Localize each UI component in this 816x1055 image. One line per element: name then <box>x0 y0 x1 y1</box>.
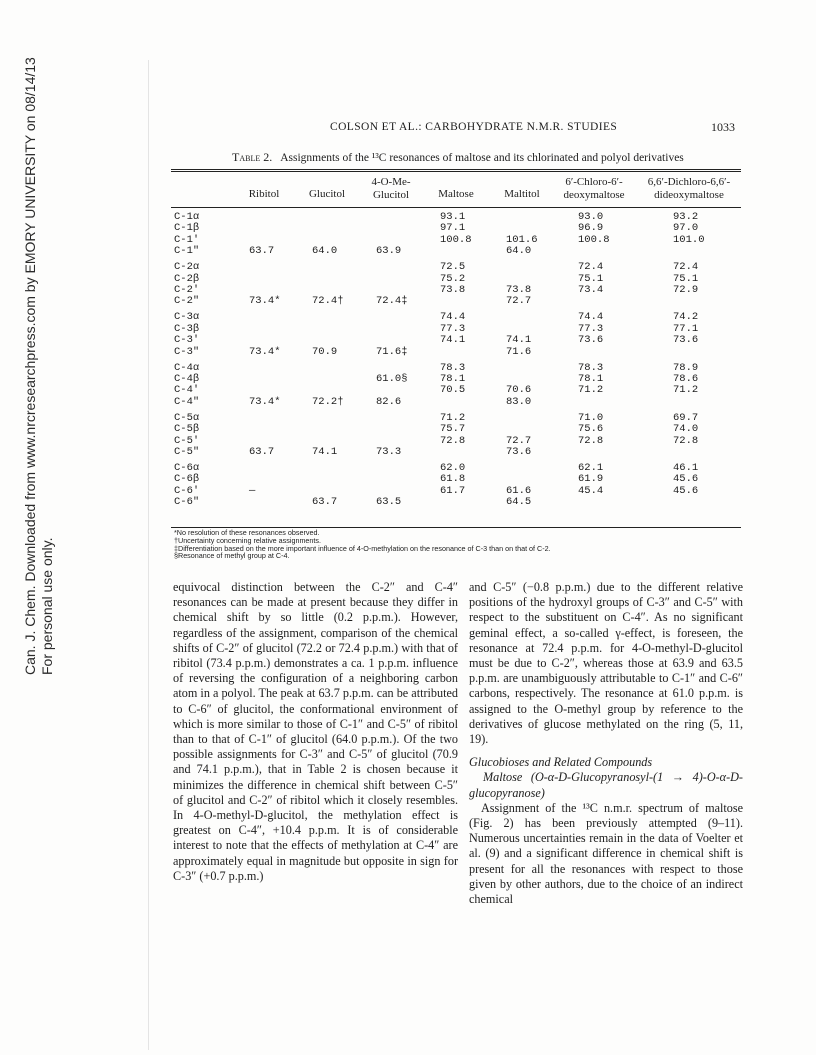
right-column <box>469 580 743 907</box>
table-cell: 72.7 <box>506 434 532 447</box>
row-label: C-3″ <box>174 345 200 358</box>
left-column <box>173 580 458 884</box>
table-cell: 71.2 <box>578 384 604 397</box>
row-label: C-3′ <box>174 334 200 347</box>
table-cell: 61.6 <box>506 484 532 497</box>
table-cell: 72.8 <box>440 434 466 447</box>
table-cell: 64.0 <box>506 245 532 258</box>
column-header: Maltitol <box>504 188 540 200</box>
row-label: C-4α <box>174 361 200 374</box>
column-header: Maltose <box>438 188 474 200</box>
footnote: *No resolution of these resonances observed. <box>174 528 320 537</box>
table-cell: 63.7 <box>249 245 275 258</box>
table-cell: 73.6 <box>673 334 699 347</box>
table-cell: 72.2† <box>312 395 344 408</box>
table-cell: 78.6 <box>673 373 699 385</box>
table-cell: 73.6 <box>506 446 532 458</box>
table-cell: 72.7 <box>506 295 532 308</box>
table-cell: 74.2 <box>673 311 699 324</box>
table-cell: 77.3 <box>578 322 604 335</box>
table-cell: 45.4 <box>578 484 604 497</box>
column-header: Ribitol <box>248 188 280 200</box>
table-cell: 74.0 <box>673 423 699 436</box>
table-cell: 63.5 <box>376 496 402 509</box>
footnote: ‡Differentiation based on the more important influence of 4-O-methylation on the resonance of C-3 than on that of C-2. <box>174 543 551 553</box>
column-header: 6,6′-Dichloro-6,6′- dideoxymaltose <box>647 176 731 201</box>
table-cell: — <box>249 484 256 497</box>
download-watermark <box>2 57 55 685</box>
table-top-rule-2 <box>171 171 741 172</box>
table-cell: 71.6 <box>506 345 532 358</box>
table-cell: 61.9 <box>578 473 604 486</box>
section-heading: Glucobioses and Related Compounds <box>469 755 653 770</box>
table-cell: 72.9 <box>673 284 699 296</box>
table-caption-text: Assignments of the ¹³C resonances of maltose and its chlorinated and polyol derivatives <box>280 152 684 164</box>
subsection-heading: Maltose (O-α-D-Glucopyranosyl-(1 → 4)-O-α-D-glucopyranose) <box>469 770 743 800</box>
column-header: Glucitol <box>308 188 346 200</box>
row-label: C-2′ <box>174 284 200 296</box>
table-cell: 72.4 <box>578 261 604 274</box>
table-cell: 75.1 <box>673 272 699 285</box>
table-cell: 62.0 <box>440 462 466 474</box>
table-cell: 101.0 <box>673 233 705 246</box>
table-cell: 63.9 <box>376 245 402 258</box>
table-cell: 72.4† <box>312 295 344 308</box>
table-top-rule <box>171 169 741 170</box>
row-label: C-1′ <box>174 233 200 246</box>
row-label: C-3α <box>174 311 200 324</box>
row-label: C-2″ <box>174 295 200 308</box>
table-cell: 83.0 <box>506 395 532 408</box>
page-number: 1033 <box>711 120 735 134</box>
table-cell: 74.1 <box>312 446 338 458</box>
table-cell: 93.2 <box>673 211 699 223</box>
row-label: C-4″ <box>174 395 200 408</box>
table-cell: 73.4* <box>249 295 281 308</box>
table-cell: 75.6 <box>578 423 604 436</box>
column-header: 6′-Chloro-6′- deoxymaltose <box>563 176 625 201</box>
table-cell: 93.0 <box>578 211 604 223</box>
row-label: C-5″ <box>174 446 200 458</box>
row-label: C-6′ <box>174 484 200 497</box>
download-notice-line1: Can. J. Chem. Downloaded from www.nrcresearchpress.com by EMORY UNIVERSITY on 08/14/13 <box>22 57 38 675</box>
row-label: C-6″ <box>174 496 200 509</box>
table-cell: 62.1 <box>578 462 604 474</box>
table-cell: 73.3 <box>376 446 402 458</box>
table-cell: 96.9 <box>578 222 604 235</box>
table-cell: 73.8 <box>440 284 466 296</box>
table-cell: 77.1 <box>673 322 699 335</box>
body-paragraph: and C-5″ (−0.8 p.p.m.) due to the different relative positions of the hydroxyl groups of C-3″ and C-5″ with respect to the substituent on C-4″. As no significant geminal effect, a so-called γ-effect, is foreseen, the resonance at 72.4 p.p.m. for 4-O-methyl-D-glucitol must be due to C-2″, whereas those at 63.9 and 63.5 p.p.m. are unambiguously attributable to C-1″ and C-6″ carbons, respectively. The resonance at 61.0 p.p.m. is assigned to the O-methyl group by reference to the derivatives of glucose methylated on the ring (5, 11, 19). <box>469 580 743 747</box>
table-cell: 72.4 <box>673 261 699 274</box>
download-notice <box>22 57 56 675</box>
column-header: 4-O-Me- Glucitol <box>371 176 411 201</box>
row-label: C-5β <box>174 423 200 436</box>
table-cell: 63.7 <box>312 496 338 509</box>
table-cell: 70.6 <box>506 384 532 397</box>
table-cell: 74.1 <box>440 334 466 347</box>
table-cell: 97.0 <box>673 222 699 235</box>
row-label: C-2β <box>174 272 200 285</box>
table-caption <box>232 150 684 165</box>
body-paragraph: equivocal distinction between the C-2″ and C-4″ resonances can be made at present because they differ in chemical shift by so little (0.2 p.p.m.). However, regardless of the assignment, comparison of the chemical shifts of C-2″ of glucitol (72.2 or 72.4 p.p.m.) with that of ribitol (73.4 p.p.m.) demonstrates a ca. 1 p.p.m. influence of reversing the configuration of a neighboring carbon atom in a polyol. The peak at 63.7 p.p.m. can be attributed to C-6″ of glucitol, the conformational environment of which is more similar to those of C-1″ and C-5″ of ribitol than to that of C-1″ of glucitol (64.0 p.p.m.). Of the two possible assignments for C-3″ and C-5″ of glucitol (70.9 and 74.1 p.p.m.), that in Table 2 is chosen because it minimizes the difference in chemical shift between C-5″ of glucitol and C-2″ of ribitol which it closely resembles. In 4-O-methyl-D-glucitol, the methylation effect is greatest on C-4″, +10.4 p.p.m. It is of considerable interest to note that the effects of methylation at C-4″ are approximately equal in magnitude but opposite in sign for C-3″ (+0.7 p.p.m.) <box>173 580 458 883</box>
table-cell: 78.1 <box>440 373 466 385</box>
table-cell: 101.6 <box>506 233 538 246</box>
row-label: C-6β <box>174 473 200 486</box>
table-cell: 100.8 <box>440 233 472 246</box>
table-cell: 73.4* <box>249 345 281 358</box>
table-cell: 45.6 <box>673 473 699 486</box>
row-label: C-1β <box>174 222 200 235</box>
row-label: C-4β <box>174 373 200 385</box>
table-cell: 100.8 <box>578 233 610 246</box>
table-cell: 71.2 <box>440 411 466 424</box>
table-cell: 82.6 <box>376 395 402 408</box>
table-cell: 64.5 <box>506 496 532 509</box>
table-cell: 71.0 <box>578 411 604 424</box>
table-label: Table 2. <box>232 150 273 164</box>
margin-rule <box>148 60 149 1050</box>
row-label: C-1α <box>174 211 200 223</box>
table-cell: 78.3 <box>578 361 604 374</box>
table-cell: 45.6 <box>673 484 699 497</box>
row-label: C-5α <box>174 411 200 424</box>
row-label: C-2α <box>174 261 200 274</box>
table-cell: 78.9 <box>673 361 699 374</box>
table-cell: 72.4‡ <box>376 295 408 308</box>
table-cell: 97.1 <box>440 222 466 235</box>
row-label: C-3β <box>174 322 200 335</box>
table-cell: 69.7 <box>673 411 699 424</box>
table-cell: 78.1 <box>578 373 604 385</box>
table-cell: 73.4 <box>578 284 604 296</box>
footnote: †Uncertainty concerning relative assignments. <box>174 535 322 545</box>
table-cell: 72.8 <box>578 434 604 447</box>
row-label: C-1″ <box>174 245 200 258</box>
table-cell: 74.1 <box>506 334 532 347</box>
body-paragraph: Assignment of the ¹³C n.m.r. spectrum of maltose (Fig. 2) has been previously attempted (9–11). Numerous uncertainties remain in the data of Voelter et al. (9) and a significant difference in chemical shift is present for all the resonances with respect to those given by other authors, due to the choice of an indirect chemical <box>469 800 743 907</box>
table-cell: 64.0 <box>312 245 338 258</box>
row-label: C-4′ <box>174 384 200 397</box>
table-cell: 63.7 <box>249 446 275 458</box>
table-cell: 61.7 <box>440 484 466 497</box>
table-cell: 74.4 <box>578 311 604 324</box>
table-cell: 74.4 <box>440 311 466 324</box>
table-cell: 70.5 <box>440 384 466 397</box>
table-header-rule <box>171 207 741 208</box>
row-label: C-6α <box>174 462 200 474</box>
table-cell: 77.3 <box>440 322 466 335</box>
table-cell: 78.3 <box>440 361 466 374</box>
table-cell: 93.1 <box>440 211 466 223</box>
table-cell: 72.8 <box>673 434 699 447</box>
row-label: C-5′ <box>174 434 200 447</box>
footnote: §Resonance of methyl group at C-4. <box>174 551 290 561</box>
table-cell: 73.6 <box>578 334 604 347</box>
running-head: COLSON ET AL.: CARBOHYDRATE N.M.R. STUDIES <box>330 121 618 133</box>
table-cell: 46.1 <box>673 462 699 474</box>
table-footnotes <box>174 529 551 560</box>
table-cell: 71.6‡ <box>376 345 408 358</box>
table-cell: 61.8 <box>440 473 466 486</box>
table-cell: 73.4* <box>249 395 281 408</box>
table-cell: 70.9 <box>312 345 338 358</box>
table-cell: 72.5 <box>440 261 466 274</box>
table-cell: 73.8 <box>506 284 532 296</box>
table-cell: 75.2 <box>440 272 466 285</box>
table-cell: 61.0§ <box>376 373 408 385</box>
table-cell: 75.1 <box>578 272 604 285</box>
table-cell: 75.7 <box>440 423 466 436</box>
download-notice-line2: For personal use only. <box>39 537 55 675</box>
table-cell: 71.2 <box>673 384 699 397</box>
